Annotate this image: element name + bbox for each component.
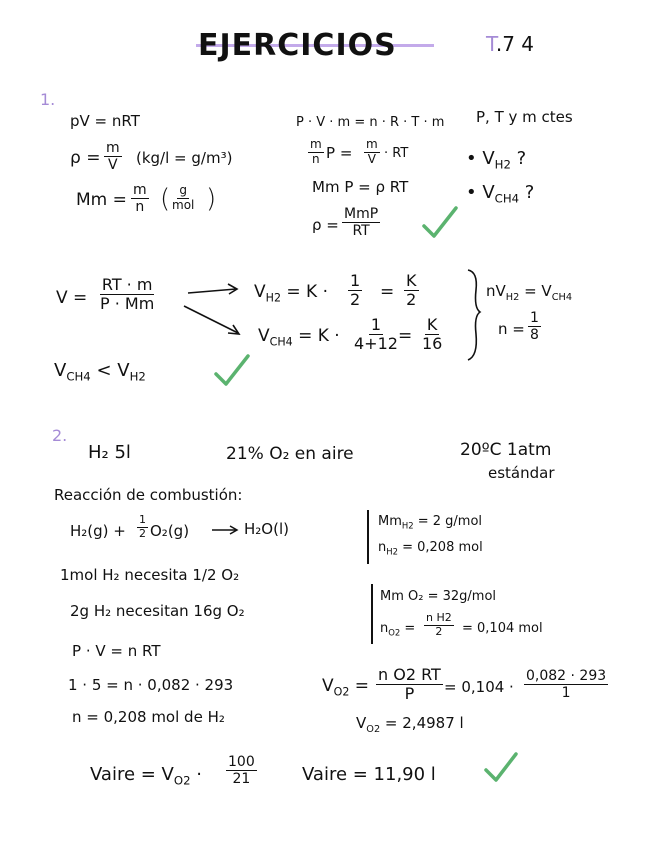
calculation-step-1: 1 · 5 = n · 0,082 · 293 — [68, 676, 234, 694]
density-units: (kg/l = g/m³) — [136, 149, 233, 167]
units-open-paren: ( — [160, 184, 171, 214]
relation-sub-h2: H2 — [505, 292, 520, 303]
conclusion-sub-a: CH4 — [66, 369, 91, 384]
conclusion-mid: < V — [90, 360, 130, 381]
box2-moles-value: = 0,104 mol — [462, 621, 543, 636]
arrow-right-icon — [188, 284, 237, 294]
mn-den: n — [312, 151, 320, 166]
vo2-num: n O2 RT — [378, 665, 441, 684]
relation-mid: = V — [519, 282, 552, 300]
given-o2: 21% O₂ en aire — [226, 444, 354, 464]
vo2-result-val: = 2,4987 l — [380, 714, 464, 732]
units-close-paren: ) — [206, 184, 217, 214]
topic-tag-letter: T — [486, 32, 496, 56]
question-vch4-sub: CH4 — [494, 191, 520, 206]
reaction-label: Reacción de combustión: — [54, 486, 243, 504]
vaire-result: Vaire = 11,90 l — [302, 764, 436, 785]
conclusion-sub-b: H2 — [129, 369, 146, 384]
vh2-mid: = K · — [280, 282, 328, 302]
topic-tag-number: .7 4 — [495, 32, 535, 56]
n-result-lhs: n = — [498, 320, 525, 338]
molar-mass-units-num: g — [179, 183, 187, 197]
box1-mm-sub: H2 — [401, 520, 414, 531]
mv-num: m — [366, 137, 378, 151]
conclusion-v-a: V — [54, 360, 67, 381]
arrow-right-icon — [184, 306, 239, 334]
vo2-result-sub: O2 — [366, 724, 381, 735]
reaction-product: H₂O(l) — [244, 520, 289, 538]
vaire-eq: Vaire = V — [90, 764, 174, 785]
vh2-f1-num: 1 — [350, 271, 361, 290]
vaire-den: 21 — [232, 771, 251, 788]
check-mark-icon — [486, 754, 516, 780]
vaire-sub: O2 — [173, 773, 191, 788]
relation-sub-ch4: CH4 — [551, 292, 573, 303]
molar-mass-lhs: Mm = — [76, 190, 127, 210]
vch4-f1-num: 1 — [370, 315, 382, 334]
question-vch4-v: • V — [466, 182, 495, 203]
given-conditions: 20ºC 1atm — [460, 440, 552, 460]
vch4-sub: CH4 — [269, 335, 293, 349]
molar-mass-den: n — [135, 199, 145, 216]
exercise-1-number: 1. — [40, 90, 56, 109]
vch4-f2-den: 16 — [422, 334, 443, 354]
n-result-den: 8 — [530, 327, 539, 344]
given-standard: estándar — [488, 464, 555, 482]
vo2-result-v: V — [356, 714, 367, 732]
question-vh2-sub: H2 — [494, 157, 511, 172]
density-num: m — [106, 140, 120, 156]
reaction-reactant-o2: O₂(g) — [150, 522, 190, 540]
vh2-sub: H2 — [265, 291, 281, 305]
vh2-f2-num: K — [406, 271, 417, 290]
box1-n-sub: H2 — [386, 546, 398, 557]
mv-den: V — [367, 151, 376, 166]
given-h2: H₂ 5l — [88, 442, 131, 463]
stoichiometry-grams: 2g H₂ necesitan 16g O₂ — [70, 602, 245, 620]
box2-n-sub: O2 — [388, 627, 401, 638]
mn-num: m — [310, 137, 322, 151]
vch4-f1-den: 4+12 — [354, 334, 398, 354]
density-result-num: MmP — [344, 206, 379, 222]
vh2-v: V — [254, 282, 266, 302]
check-mark-icon — [424, 208, 456, 236]
density-den: V — [108, 157, 118, 174]
vh2-equals: = — [380, 282, 395, 302]
exercise-2-number: 2. — [52, 426, 68, 445]
box1-mm-val: = 2 g/mol — [413, 514, 483, 529]
vo2-v: V — [322, 676, 334, 696]
box1-n-val: = 0,208 mol — [397, 540, 483, 555]
constants-note: P, T y m ctes — [476, 108, 573, 126]
middle-line-2-mid: P = — [326, 144, 353, 162]
reaction-half-num: 1 — [139, 513, 146, 526]
vch4-v: V — [258, 326, 270, 346]
vh2-f2-den: 2 — [406, 290, 417, 310]
density-result-lhs: ρ = — [312, 216, 339, 234]
vch4-equals: = — [398, 326, 413, 346]
reaction-reactant-h2: H₂(g) + — [70, 522, 126, 540]
vaire-num: 100 — [228, 754, 255, 770]
arrow-right-icon — [212, 526, 237, 534]
volume-den: P · Mm — [100, 294, 155, 314]
vaire-mid: · — [190, 764, 202, 785]
box2-num: n H2 — [426, 611, 452, 624]
density-result-den: RT — [352, 223, 370, 240]
middle-line-1: P · V · m = n · R · T · m — [296, 115, 445, 130]
vo2-eq: = — [349, 676, 370, 696]
check-mark-icon — [216, 356, 248, 384]
box2-n: n — [380, 621, 389, 636]
box1-n: n — [378, 540, 387, 555]
molar-mass-num: m — [133, 182, 147, 198]
density-lhs: ρ = — [70, 148, 101, 168]
stoichiometry-moles: 1mol H₂ necesita 1/2 O₂ — [60, 566, 240, 584]
page-title: EJERCICIOS — [198, 28, 397, 63]
box2-n-eq: = — [400, 621, 416, 636]
vch4-f2-num: K — [426, 315, 438, 334]
box2-den: 2 — [435, 624, 443, 638]
vo2-mid: = 0,104 · — [444, 678, 514, 696]
vch4-mid: = K · — [292, 326, 340, 346]
volume-lhs: V = — [56, 288, 88, 308]
relation-n-v: nV — [486, 282, 506, 300]
middle-line-2-tail: · RT — [384, 146, 409, 161]
vo2-sub: O2 — [333, 685, 350, 699]
box2-molar-mass: Mm O₂ = 32g/mol — [380, 589, 497, 604]
question-vch4-mark: ? — [519, 182, 535, 203]
molar-mass-units-den: mol — [172, 197, 195, 212]
volume-num: RT · m — [101, 275, 153, 294]
middle-line-3: Mm P = ρ RT — [312, 178, 409, 196]
calculation-step-2: n = 0,208 mol de H₂ — [72, 708, 225, 726]
vo2-f2-num: 0,082 · 293 — [526, 668, 607, 684]
ideal-gas-law: pV = nRT — [70, 112, 140, 130]
reaction-half-den: 2 — [139, 526, 146, 540]
question-vh2-v: • V — [466, 148, 495, 169]
ideal-gas-law-2: P · V = n RT — [72, 642, 161, 660]
question-vh2-mark: ? — [510, 148, 527, 169]
n-result-num: 1 — [530, 310, 539, 326]
curly-brace-icon — [468, 270, 480, 360]
box1-mm: Mm — [378, 514, 402, 529]
vh2-f1-den: 2 — [350, 290, 361, 310]
vo2-den: P — [404, 684, 415, 704]
vo2-f2-den: 1 — [561, 685, 571, 702]
